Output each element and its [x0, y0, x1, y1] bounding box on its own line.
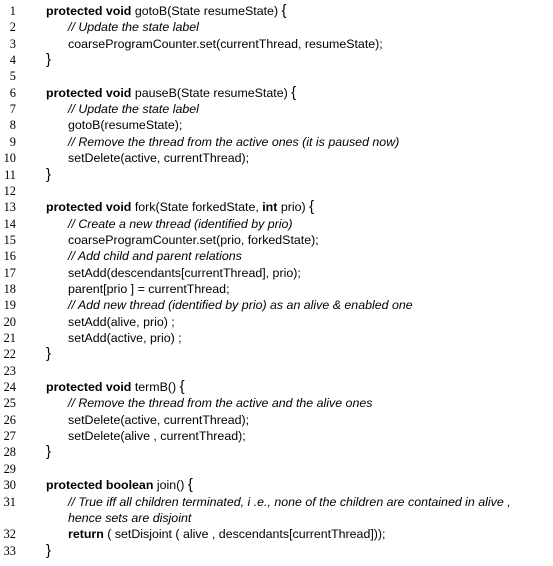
- code-text: [68, 412, 249, 428]
- code-text: [46, 543, 51, 559]
- code-text: [68, 248, 242, 264]
- comment: // Create a new thread (identified by prio): [68, 216, 293, 231]
- line-number: 21: [3, 331, 16, 345]
- code-token: termB(): [131, 380, 180, 395]
- line-number: 28: [3, 445, 16, 460]
- line-number: 15: [3, 232, 16, 247]
- line-number: 5: [9, 69, 16, 84]
- code-text: [68, 281, 230, 297]
- code-text: [68, 314, 175, 330]
- code-token: setDelete(alive , currentThread);: [68, 429, 246, 444]
- keyword: protected void: [46, 4, 132, 18]
- code-text: [68, 134, 399, 150]
- code-text: [46, 444, 51, 460]
- line-number: 27: [3, 429, 16, 444]
- keyword: return: [68, 527, 104, 542]
- brace: }: [46, 51, 52, 69]
- code-text: [68, 526, 385, 542]
- code-text: [68, 330, 182, 346]
- line-number: 3: [9, 36, 16, 51]
- line-number: 11: [4, 167, 16, 182]
- code-token: setDelete(active, currentThread);: [68, 151, 250, 166]
- comment: // Add child and parent relations: [68, 249, 242, 264]
- code-token: gotoB(resumeState);: [68, 118, 183, 133]
- brace: {: [281, 2, 287, 19]
- brace: }: [46, 165, 52, 183]
- comment: // True iff all children terminated, i .e., none of the children are contained in alive ,: [68, 494, 511, 509]
- line-number: 19: [3, 298, 16, 313]
- line-number: 18: [3, 281, 16, 296]
- code-token: coarseProgramCounter.set(prio, forkedState);: [68, 232, 319, 247]
- code-token: setDelete(active, currentThread);: [68, 412, 250, 427]
- line-number: 22: [3, 347, 16, 362]
- comment: // Update the state label: [68, 102, 199, 117]
- code-text: [46, 3, 287, 19]
- code-text: [68, 395, 372, 411]
- line-number: 31: [3, 494, 16, 509]
- code-token: prio): [277, 200, 310, 215]
- line-number: 29: [3, 461, 16, 476]
- code-text: [68, 428, 246, 444]
- line-number: 10: [3, 151, 16, 166]
- line-number: 20: [3, 314, 16, 329]
- line-number: 16: [3, 249, 16, 264]
- code-token: pauseB(State resumeState): [131, 85, 292, 100]
- comment: // Remove the thread from the active ones (it is paused now): [68, 134, 400, 149]
- brace: {: [179, 378, 185, 396]
- line-number: 7: [9, 102, 16, 117]
- code-text: [68, 297, 413, 313]
- line-number: 14: [3, 216, 16, 231]
- code-token: ( setDisjoint ( alive , descendants[currentThread]));: [103, 527, 386, 542]
- brace: {: [187, 476, 193, 494]
- keyword: int: [262, 200, 278, 215]
- comment: hence sets are disjoint: [68, 510, 192, 525]
- keyword: protected void: [46, 200, 132, 215]
- line-number: 23: [3, 363, 16, 378]
- code-text: [46, 167, 51, 183]
- code-token: parent[prio ] = currentThread;: [68, 281, 230, 296]
- brace: }: [46, 443, 52, 461]
- code-text: [46, 85, 296, 101]
- comment: // Remove the thread from the active and the alive ones: [68, 396, 373, 411]
- line-number: 17: [3, 265, 16, 280]
- line-number: 6: [9, 85, 16, 100]
- code-token: coarseProgramCounter.set(currentThread, resumeState);: [68, 36, 383, 51]
- comment: // Update the state label: [68, 20, 199, 35]
- line-number: 33: [3, 543, 16, 558]
- brace: {: [291, 83, 297, 101]
- code-text: [68, 150, 249, 166]
- code-text: [68, 216, 293, 232]
- code-token: join(): [153, 478, 188, 493]
- code-text: [68, 494, 511, 510]
- brace: }: [46, 345, 52, 363]
- code-text: [68, 232, 319, 248]
- code-text: [46, 52, 51, 68]
- line-number: 2: [9, 20, 16, 35]
- code-token: setAdd(active, prio) ;: [68, 331, 182, 345]
- line-number: 8: [9, 118, 16, 133]
- line-number: 13: [3, 200, 16, 215]
- code-text: [46, 477, 193, 493]
- code-text: [68, 265, 301, 281]
- code-text: [46, 379, 185, 395]
- code-text: [68, 510, 191, 526]
- brace: }: [46, 541, 52, 559]
- code-text: [68, 101, 199, 117]
- line-number: 12: [3, 183, 16, 198]
- line-number: 4: [9, 53, 16, 68]
- code-text: [68, 36, 383, 52]
- line-number: 1: [9, 4, 16, 18]
- code-text: [46, 199, 314, 215]
- code-token: gotoB(State resumeState): [131, 4, 282, 18]
- code-token: setAdd(alive, prio) ;: [68, 314, 175, 329]
- line-number: 25: [3, 396, 16, 411]
- keyword: protected void: [46, 380, 132, 395]
- code-token: fork(State forkedState,: [131, 200, 263, 215]
- brace: {: [309, 198, 315, 216]
- code-text: [46, 346, 51, 362]
- line-number: 9: [9, 134, 16, 149]
- comment: // Add new thread (identified by prio) as an alive & enabled one: [68, 298, 413, 313]
- line-number: 32: [3, 527, 16, 542]
- keyword: protected void: [46, 85, 132, 100]
- line-number: 30: [3, 478, 16, 493]
- code-text: [68, 117, 182, 133]
- keyword: protected boolean: [46, 478, 154, 493]
- code-token: setAdd(descendants[currentThread], prio);: [68, 265, 301, 280]
- line-number: 24: [3, 380, 16, 395]
- code-text: [68, 19, 199, 35]
- line-number: 26: [3, 412, 16, 427]
